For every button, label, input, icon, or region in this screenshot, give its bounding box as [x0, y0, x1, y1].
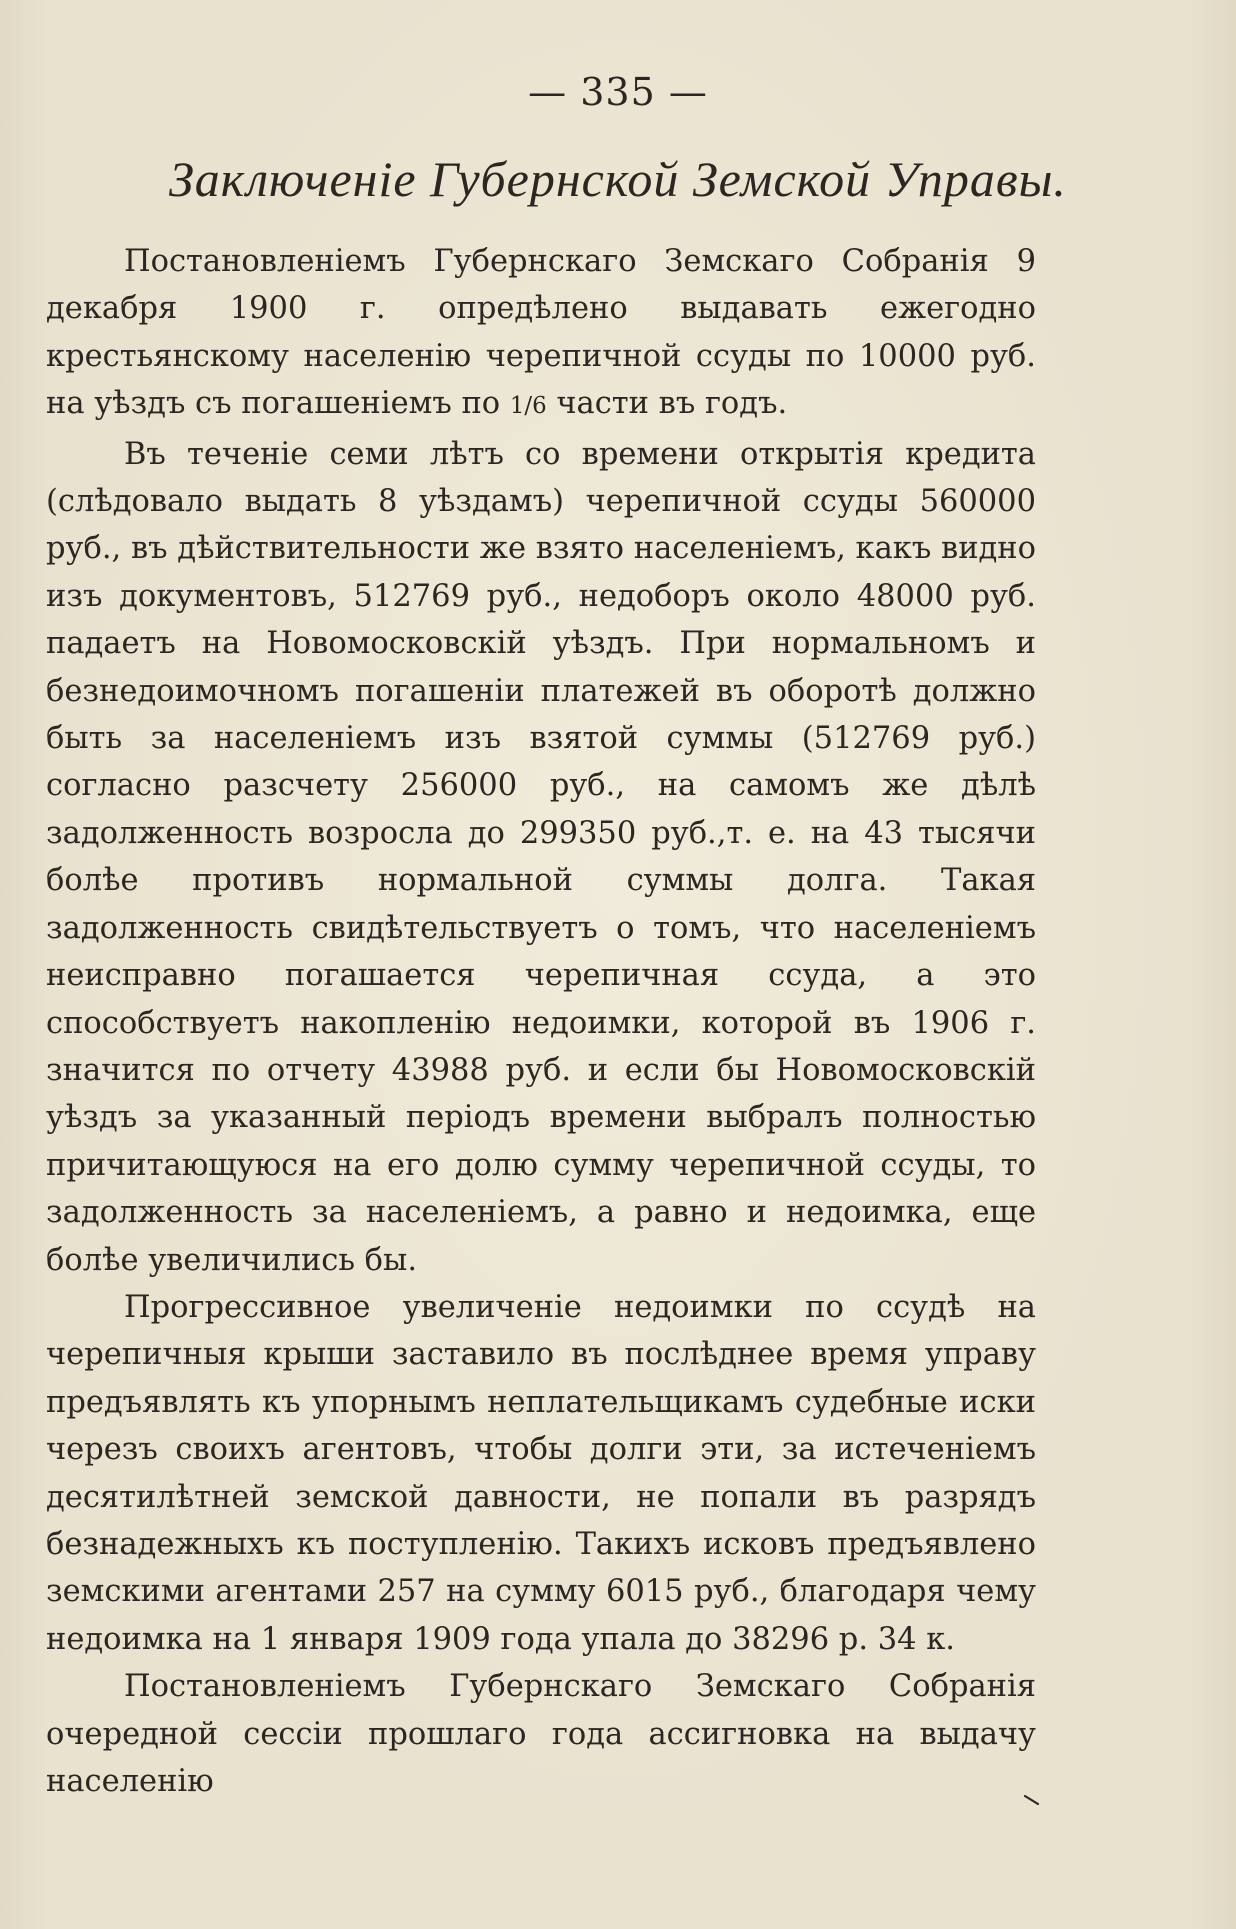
paragraph-1-text-end: части въ годъ.	[546, 386, 788, 422]
paragraph-2: Въ теченіе семи лѣтъ со времени открытія кредита (слѣдовало выдать 8 уѣздамъ) черепичной ссуды 560000 руб., въ дѣйствительности же взято населеніемъ, какъ видно изъ документовъ, 512769 руб., недоборъ около 48000 руб. падаетъ на Новомосковскій уѣздъ. При нормальномъ и безнедоимочномъ погашеніи платежей въ оборотѣ должно быть за населеніемъ изъ взятой суммы (512769 руб.) согласно разсчету 256000 руб., на самомъ же дѣлѣ задолженность возросла до 299350 руб.,т. е. на 43 тысячи болѣе противъ нормальной суммы долга. Такая задолженность свидѣтельствуетъ о томъ, что населеніемъ неисправно погашается черепичная ссуда, а это способствуетъ накопленію недоимки, которой въ 1906 г. значится по отчету 43988 руб. и если бы Новомосковскій уѣздъ за указанный періодъ времени выбралъ полностью причитающуюся на его долю сумму черепичной ссуды, то задолженность за населеніемъ, а равно и недоимка, еще болѣе увеличились бы.	[46, 436, 1036, 1278]
paragraph-3: Прогрессивное увеличеніе недоимки по ссудѣ на черепичныя крыши заставило въ послѣднее время управу предъявлять къ упорнымъ неплательщикамъ судебные иски черезъ своихъ агентовъ, чтобы долги эти, за истеченіемъ десятилѣтней земской давности, не попали въ разрядъ безнадежныхъ къ поступленію. Такихъ исковъ предъявлено земскими агентами 257 на сумму 6015 руб., благодаря чему недоимка на 1 января 1909 года упала до 38296 р. 34 к.	[46, 1289, 1036, 1657]
fraction-one-sixth: 1/6	[509, 393, 547, 420]
page-number: — 335 —	[528, 70, 708, 114]
print-mark-icon	[1024, 1794, 1040, 1806]
paragraph-4: Постановленіемъ Губернскаго Земскаго Собранія очередной сессіи прошлаго года ассигновка на выдачу населенію	[46, 1669, 1036, 1799]
paragraph-1-text: Постановленіемъ Губернскаго Земскаго Собранія 9 декабря 1900 г. опредѣлено выдавать ежегодно крестьянскому населенію черепичной ссуды по 10000 руб. на уѣздъ съ погашеніемъ по	[46, 244, 1036, 422]
section-heading: Заключеніе Губернской Земской Управы.	[169, 151, 1067, 207]
body-text	[46, 238, 1036, 1805]
paragraph-1	[46, 238, 1036, 431]
